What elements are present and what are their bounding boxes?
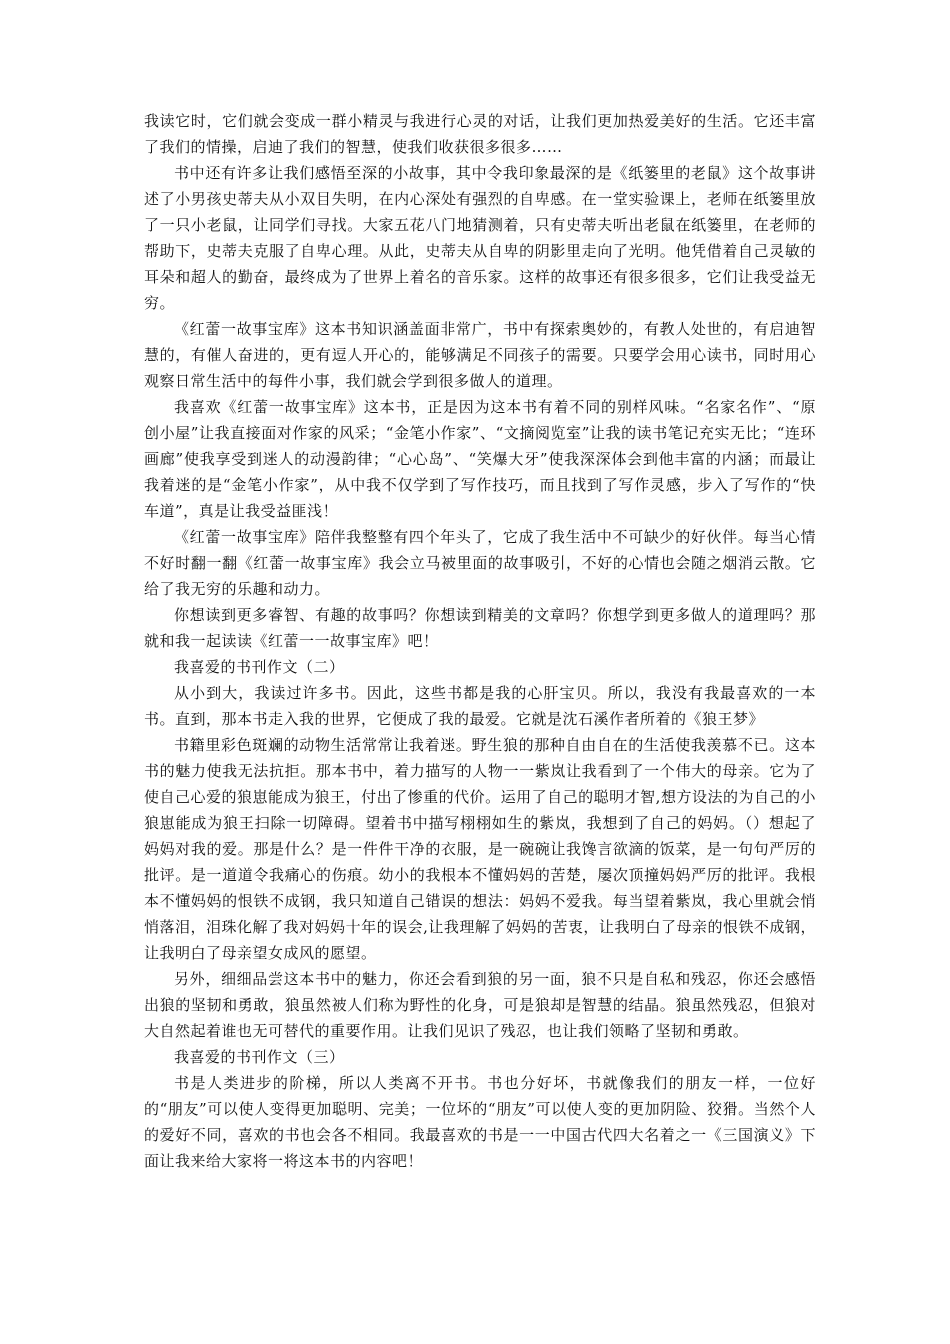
paragraph-mouse-story: 书中还有许多让我们感悟至深的小故事，其中令我印象最深的是《纸篓里的老鼠》这个故事讲述了小男孩史蒂夫从小双目失明，在内心深处有强烈的自卑感。在一堂实验课上，老师在纸篓里放了一只小老鼠，让同学们寻找。大家五花八门地猜测着，只有史蒂夫听出老鼠在纸篓里，在老师的帮助下，史蒂夫克服了自卑心理。从此，史蒂夫从自卑的阴影里走向了光明。他凭借着自己灵敏的耳朵和超人的勤奋，最终成为了世界上着名的音乐家。这样的故事还有很多很多，它们让我受益无穷。 <box>144 164 816 312</box>
paragraph-invitation: 你想读到更多睿智、有趣的故事吗？你想读到精美的文章吗？你想学到更多做人的道理吗？那就和我一起读读《红蕾一一故事宝库》吧！ <box>144 606 816 650</box>
section-heading-2: 我喜爱的书刊作文（二） <box>174 658 345 676</box>
paragraph-knowledge: 《红蕾一故事宝库》这本书知识涵盖面非常广，书中有探索奥妙的，有教人处世的，有启迪智慧的，有催人奋进的，更有逗人开心的，能够满足不同孩子的需要。只要学会用心读书，同时用心观察日常生活中的每件小事，我们就会学到很多做人的道理。 <box>144 320 816 390</box>
document-body <box>144 108 816 1174</box>
paragraph-wolf-mother: 书籍里彩色斑斓的动物生活常常让我着迷。野生狼的那种自由自在的生活使我羡慕不已。这本书的魅力使我无法抗拒。那本书中，着力描写的人物一一紫岚让我看到了一个伟大的母亲。它为了使自己心爱的狼崽能成为狼王，付出了惨重的代价。运用了自己的聪明才智,想方设法的为自己的小狼崽能成为狼王扫除一切障碍。望着书中描写栩栩如生的紫岚，我想到了自己的妈妈。（）想起了妈妈对我的爱。那是什么？是一件件干净的衣服，是一碗碗让我馋言欲滴的饭菜，是一句句严厉的批评。是一道道令我痛心的伤痕。幼小的我根本不懂妈妈的苦楚，屡次顶撞妈妈严厉的批评。我根本不懂妈妈的恨铁不成钢，我只知道自己错误的想法：妈妈不爱我。每当望着紫岚，我心里就会悄悄落泪，泪珠化解了我对妈妈十年的误会,让我理解了妈妈的苦衷，让我明白了母亲的恨铁不成钢，让我明白了母亲望女成风的愿望。 <box>144 736 816 962</box>
paragraph-intro: 我读它时，它们就会变成一群小精灵与我进行心灵的对话，让我们更加热爱美好的生活。它还丰富了我们的情操，启迪了我们的智慧，使我们收获很多很多…… <box>144 112 816 156</box>
paragraph-columns: 我喜欢《红蕾一故事宝库》这本书，正是因为这本书有着不同的别样风味。“名家名作”、“原创小屋”让我直接面对作家的风采；“金笔小作家”、“文摘阅览室”让我的读书笔记充实无比；“连环画廊”使我享受到迷人的动漫韵律；“心心岛”、“笑爆大牙”使我深深体会到他丰富的内涵；而最让我着迷的是“金笔小作家”，从中我不仅学到了写作技巧，而且找到了写作灵感，步入了写作的“快车道”，真是让我受益匪浅！ <box>144 398 816 520</box>
paragraph-wolf-other-side: 另外，细细品尝这本书中的魅力，你还会看到狼的另一面，狼不只是自私和残忍，你还会感悟出狼的坚韧和勇敢，狼虽然被人们称为野性的化身，可是狼却是智慧的结晶。狼虽然残忍，但狼对大自然起着谁也无可替代的重要作用。让我们见识了残忍，也让我们领略了坚韧和勇敢。 <box>144 970 816 1040</box>
paragraph-favorite-book: 从小到大，我读过许多书。因此，这些书都是我的心肝宝贝。所以，我没有我最喜欢的一本书。直到，那本书走入我的世界，它便成了我的最爱。它就是沈石溪作者所着的《狼王梦》 <box>144 684 816 728</box>
paragraph-companion: 《红蕾一故事宝库》陪伴我整整有四个年头了，它成了我生活中不可缺少的好伙伴。每当心情不好时翻一翻《红蕾一故事宝库》我会立马被里面的故事吸引，不好的心情也会随之烟消云散。它给了我无穷的乐趣和动力。 <box>144 528 816 598</box>
paragraph-three-kingdoms: 书是人类进步的阶梯，所以人类离不开书。书也分好坏，书就像我们的朋友一样，一位好的“朋友”可以使人变得更加聪明、完美；一位坏的“朋友”可以使人变的更加阴险、狡猾。当然个人的爱好不同，喜欢的书也会各不相同。我最喜欢的书是一一中国古代四大名着之一《三国演义》下面让我来给大家将一将这本书的内容吧！ <box>144 1074 816 1170</box>
section-heading-3: 我喜爱的书刊作文（三） <box>174 1048 345 1066</box>
